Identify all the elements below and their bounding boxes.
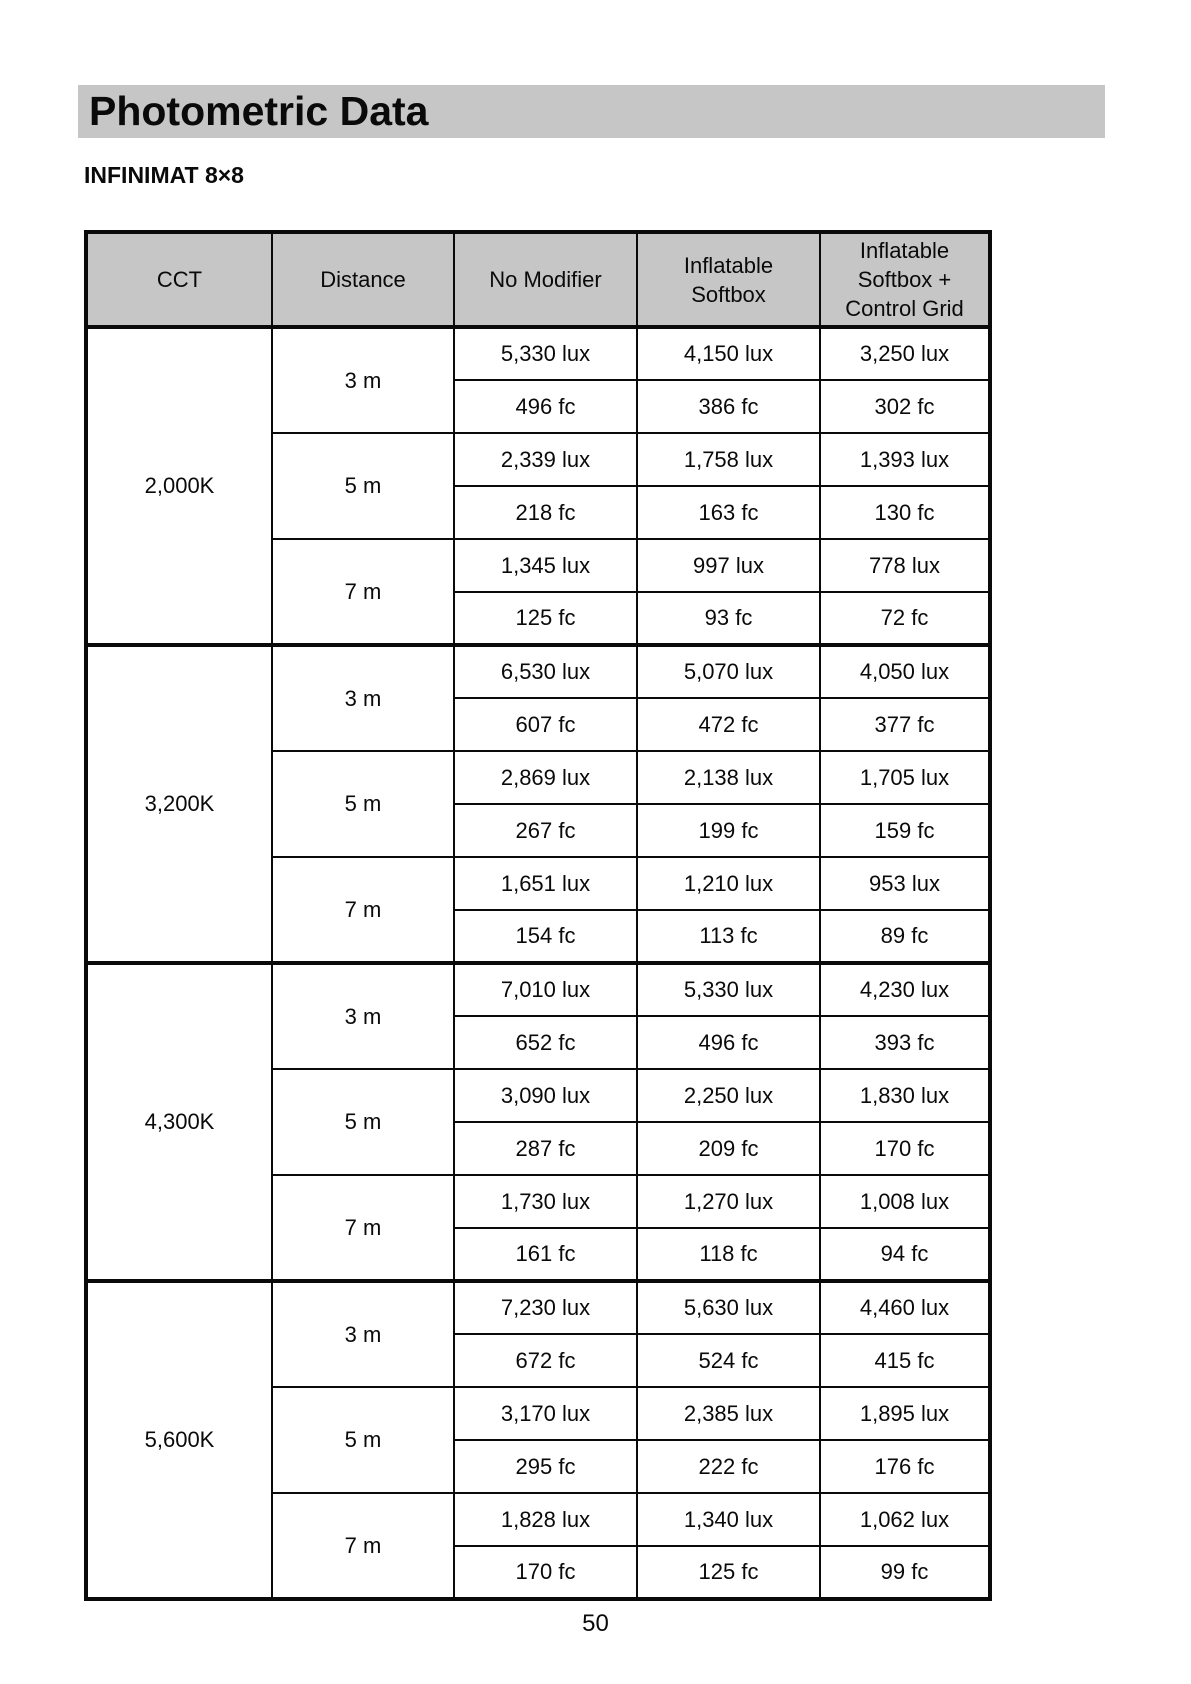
value-cell: 472 fc	[637, 698, 820, 751]
value-cell: 7,010 lux	[454, 963, 637, 1016]
value-cell: 199 fc	[637, 804, 820, 857]
value-cell: 2,138 lux	[637, 751, 820, 804]
value-cell: 287 fc	[454, 1122, 637, 1175]
value-cell: 89 fc	[820, 910, 990, 963]
value-cell: 2,339 lux	[454, 433, 637, 486]
value-cell: 2,385 lux	[637, 1387, 820, 1440]
value-cell: 1,008 lux	[820, 1175, 990, 1228]
product-subtitle: INFINIMAT 8×8	[84, 162, 244, 188]
value-cell: 1,828 lux	[454, 1493, 637, 1546]
value-cell: 99 fc	[820, 1546, 990, 1599]
value-cell: 4,050 lux	[820, 645, 990, 698]
distance-cell: 3 m	[272, 1281, 454, 1387]
column-header: No Modifier	[454, 232, 637, 327]
value-cell: 1,895 lux	[820, 1387, 990, 1440]
table-row	[86, 963, 990, 1016]
value-cell: 4,150 lux	[637, 327, 820, 380]
value-cell: 1,062 lux	[820, 1493, 990, 1546]
value-cell: 496 fc	[637, 1016, 820, 1069]
cct-cell: 3,200K	[86, 645, 272, 963]
value-cell: 3,090 lux	[454, 1069, 637, 1122]
value-cell: 1,730 lux	[454, 1175, 637, 1228]
value-cell: 672 fc	[454, 1334, 637, 1387]
value-cell: 125 fc	[637, 1546, 820, 1599]
value-cell: 113 fc	[637, 910, 820, 963]
value-cell: 524 fc	[637, 1334, 820, 1387]
value-cell: 1,393 lux	[820, 433, 990, 486]
cct-cell: 4,300K	[86, 963, 272, 1281]
distance-cell: 7 m	[272, 1493, 454, 1599]
value-cell: 607 fc	[454, 698, 637, 751]
value-cell: 302 fc	[820, 380, 990, 433]
value-cell: 2,869 lux	[454, 751, 637, 804]
distance-cell: 5 m	[272, 433, 454, 539]
value-cell: 161 fc	[454, 1228, 637, 1281]
table-header	[86, 232, 990, 327]
column-header: Inflatable Softbox	[637, 232, 820, 327]
value-cell: 118 fc	[637, 1228, 820, 1281]
cct-cell: 2,000K	[86, 327, 272, 645]
value-cell: 415 fc	[820, 1334, 990, 1387]
distance-cell: 5 m	[272, 751, 454, 857]
table-row	[86, 327, 990, 380]
value-cell: 1,705 lux	[820, 751, 990, 804]
distance-cell: 7 m	[272, 857, 454, 963]
column-header: CCT	[86, 232, 272, 327]
value-cell: 5,630 lux	[637, 1281, 820, 1334]
value-cell: 209 fc	[637, 1122, 820, 1175]
value-cell: 125 fc	[454, 592, 637, 645]
value-cell: 222 fc	[637, 1440, 820, 1493]
value-cell: 496 fc	[454, 380, 637, 433]
value-cell: 6,530 lux	[454, 645, 637, 698]
value-cell: 218 fc	[454, 486, 637, 539]
value-cell: 2,250 lux	[637, 1069, 820, 1122]
distance-cell: 7 m	[272, 539, 454, 645]
distance-cell: 3 m	[272, 963, 454, 1069]
value-cell: 393 fc	[820, 1016, 990, 1069]
distance-cell: 5 m	[272, 1387, 454, 1493]
value-cell: 295 fc	[454, 1440, 637, 1493]
photometric-data-table	[84, 230, 992, 1601]
table-row	[86, 645, 990, 698]
value-cell: 163 fc	[637, 486, 820, 539]
table-row	[86, 1281, 990, 1334]
value-cell: 377 fc	[820, 698, 990, 751]
value-cell: 1,270 lux	[637, 1175, 820, 1228]
value-cell: 4,230 lux	[820, 963, 990, 1016]
value-cell: 267 fc	[454, 804, 637, 857]
page-title: Photometric Data	[89, 88, 429, 134]
value-cell: 94 fc	[820, 1228, 990, 1281]
value-cell: 72 fc	[820, 592, 990, 645]
value-cell: 93 fc	[637, 592, 820, 645]
distance-cell: 5 m	[272, 1069, 454, 1175]
value-cell: 5,330 lux	[454, 327, 637, 380]
value-cell: 652 fc	[454, 1016, 637, 1069]
value-cell: 997 lux	[637, 539, 820, 592]
value-cell: 154 fc	[454, 910, 637, 963]
value-cell: 3,170 lux	[454, 1387, 637, 1440]
value-cell: 170 fc	[820, 1122, 990, 1175]
value-cell: 3,250 lux	[820, 327, 990, 380]
cct-cell: 5,600K	[86, 1281, 272, 1599]
value-cell: 5,070 lux	[637, 645, 820, 698]
value-cell: 1,340 lux	[637, 1493, 820, 1546]
header-row	[86, 232, 990, 327]
value-cell: 778 lux	[820, 539, 990, 592]
value-cell: 1,758 lux	[637, 433, 820, 486]
value-cell: 1,210 lux	[637, 857, 820, 910]
value-cell: 176 fc	[820, 1440, 990, 1493]
table-body	[86, 327, 990, 1599]
value-cell: 159 fc	[820, 804, 990, 857]
value-cell: 1,345 lux	[454, 539, 637, 592]
page-number: 50	[582, 1610, 609, 1637]
value-cell: 1,651 lux	[454, 857, 637, 910]
value-cell: 4,460 lux	[820, 1281, 990, 1334]
value-cell: 5,330 lux	[637, 963, 820, 1016]
distance-cell: 3 m	[272, 327, 454, 433]
distance-cell: 3 m	[272, 645, 454, 751]
value-cell: 1,830 lux	[820, 1069, 990, 1122]
value-cell: 386 fc	[637, 380, 820, 433]
distance-cell: 7 m	[272, 1175, 454, 1281]
section-title-bar	[78, 85, 1105, 138]
value-cell: 170 fc	[454, 1546, 637, 1599]
value-cell: 7,230 lux	[454, 1281, 637, 1334]
column-header: Inflatable Softbox + Control Grid	[820, 232, 990, 327]
value-cell: 130 fc	[820, 486, 990, 539]
column-header: Distance	[272, 232, 454, 327]
value-cell: 953 lux	[820, 857, 990, 910]
